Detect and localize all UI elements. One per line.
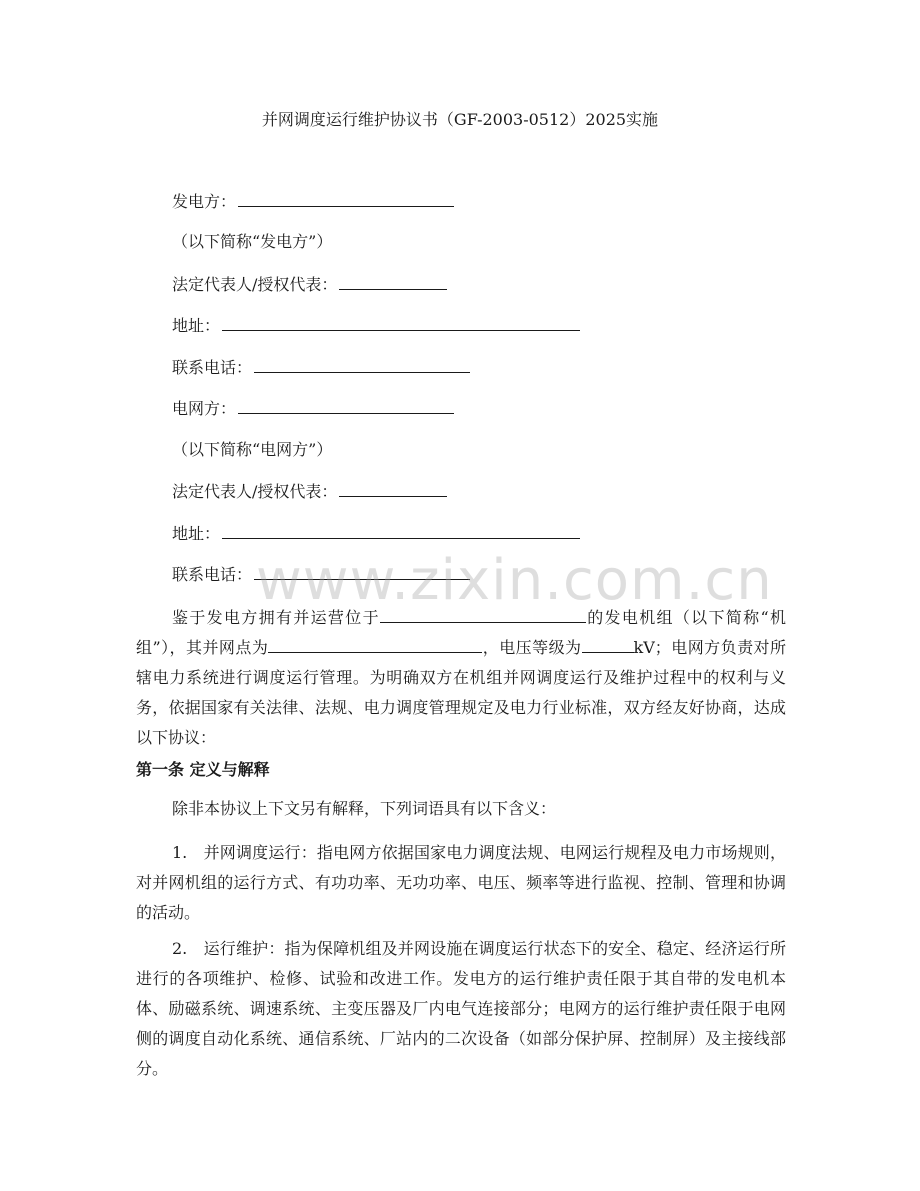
blank-line bbox=[222, 313, 580, 331]
grid-party-field bbox=[172, 396, 454, 421]
grid-representative-field bbox=[172, 479, 447, 504]
field-label: （以下简称“发电方”） bbox=[172, 232, 333, 251]
generator-party-field bbox=[172, 189, 454, 214]
generator-alias-field bbox=[172, 230, 332, 254]
blank-line bbox=[380, 604, 586, 623]
grid-alias-field bbox=[172, 438, 332, 462]
blank-line bbox=[222, 521, 580, 539]
field-label: 地址： bbox=[172, 316, 221, 335]
preamble-paragraph bbox=[136, 603, 786, 753]
blank-line bbox=[268, 634, 482, 653]
article-1-intro: 除非本协议上下文另有解释，下列词语具有以下含义： bbox=[172, 799, 557, 818]
field-label: 联系电话： bbox=[172, 358, 253, 377]
article-1-item-2: 2. 运行维护：指为保障机组及并网设施在调度运行状态下的安全、稳定、经济运行所进行的各项维护、检修、试验和改进工作。发电方的运行维护责任限于其自带的发电机本体、励磁系统、调速系统、主变压器及厂内电气连接部分；电网方的运行维护责任限于电网侧的调度自动化系统、通信系统、厂站内的二次设备（如部分保护屏、控制屏）及主接线部分。 bbox=[136, 939, 786, 1078]
blank-line bbox=[254, 355, 470, 373]
article-1-item-1: 1. 并网调度运行：指电网方依据国家电力调度法规、电网运行规程及电力市场规则，对并网机组的运行方式、有功功率、无功功率、电压、频率等进行监视、控制、管理和协调的活动。 bbox=[136, 843, 786, 922]
preamble-text-2: 的发电机组（以下简称“机组”），其并网点为 bbox=[136, 608, 786, 657]
field-label: 电网方： bbox=[172, 399, 237, 418]
field-label: 法定代表人/授权代表： bbox=[172, 482, 338, 501]
generator-representative-field bbox=[172, 272, 447, 297]
article-1-heading: 第一条 定义与解释 bbox=[136, 760, 270, 779]
field-label: 地址： bbox=[172, 524, 221, 543]
generator-address-field bbox=[172, 313, 580, 338]
preamble-text-1: 鉴于发电方拥有并运营位于 bbox=[172, 608, 380, 627]
blank-line bbox=[238, 189, 454, 207]
grid-address-field bbox=[172, 521, 580, 546]
watermark: www.zixin.com.cn bbox=[256, 548, 773, 613]
document-title: 并网调度运行维护协议书（GF-2003-0512）2025实施 bbox=[261, 110, 659, 129]
blank-line bbox=[238, 396, 454, 414]
field-label: 法定代表人/授权代表： bbox=[172, 275, 338, 294]
blank-line bbox=[339, 479, 447, 497]
field-label: 发电方： bbox=[172, 192, 237, 211]
blank-line bbox=[339, 272, 447, 290]
generator-phone-field bbox=[172, 355, 470, 380]
preamble-text-3: ，电压等级为 bbox=[482, 638, 582, 657]
field-label: 联系电话： bbox=[172, 565, 253, 584]
field-label: （以下简称“电网方”） bbox=[172, 440, 333, 459]
blank-line bbox=[582, 634, 634, 653]
preamble-text-4: kV；电网方负责对所辖电力系统进行调度运行管理。为明确双方在机组并网调度运行及维护过程中的权利与义务，依据国家有关法律、法规、电力调度管理规定及电力行业标准，双方经友好协商，达成以下协议： bbox=[136, 638, 786, 747]
